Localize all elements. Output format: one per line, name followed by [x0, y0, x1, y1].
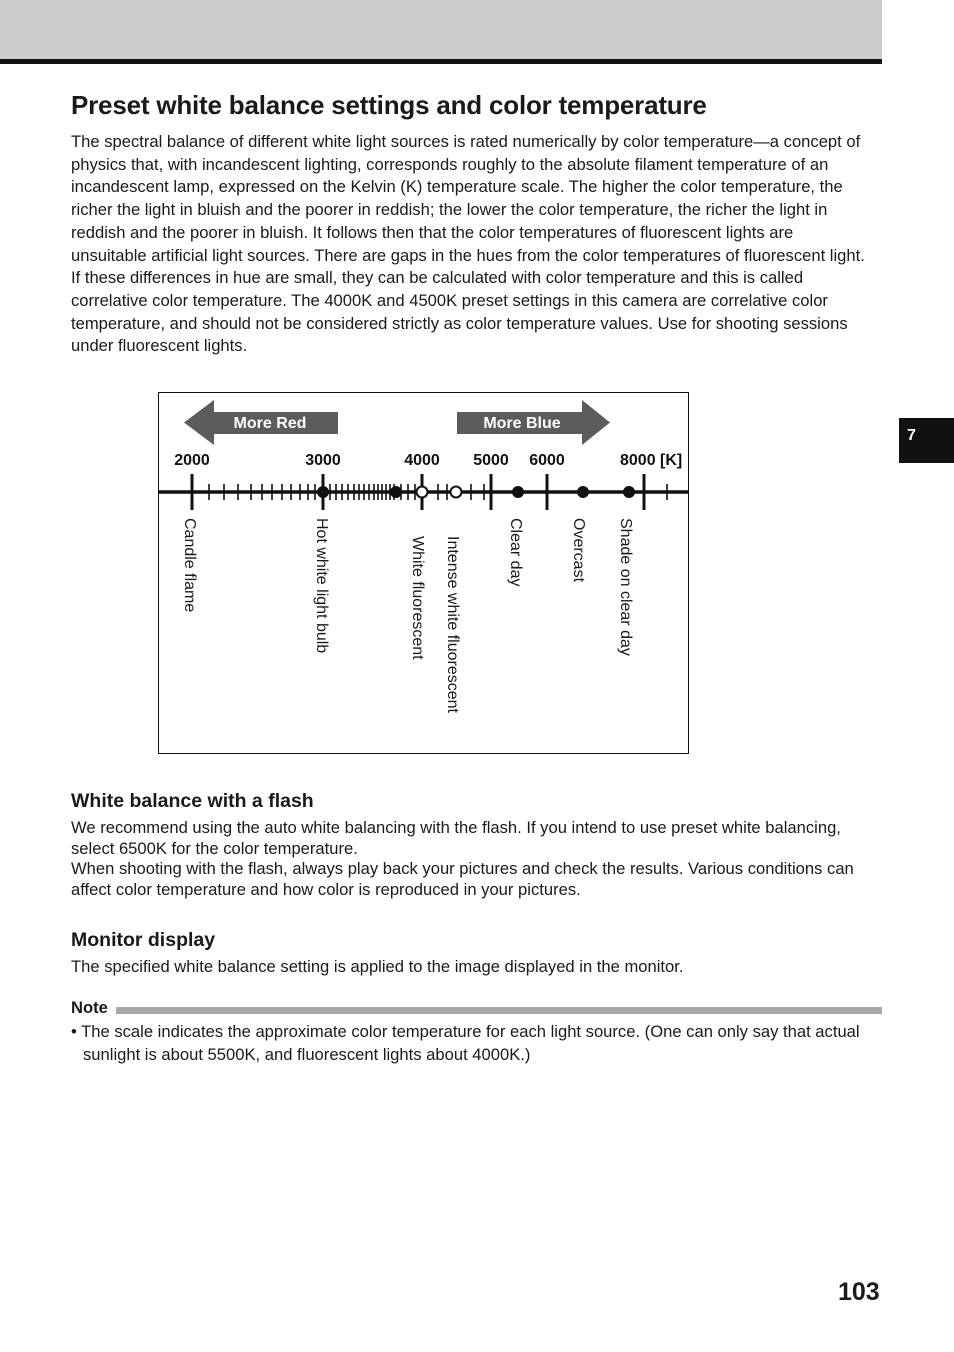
- light-source-clear-day: Clear day: [507, 518, 524, 587]
- marker-fluorescent-dot: [391, 487, 401, 497]
- note-label: Note: [71, 998, 108, 1017]
- header-band: [0, 0, 882, 59]
- note-item: • The scale indicates the approximate color temperature for each light source. (One can only say that actual sunlight is about 5500K, and fluorescent lights about 4000K.): [71, 1022, 860, 1064]
- light-source-shade-on-clear-day: Shade on clear day: [617, 518, 634, 656]
- flash-heading: White balance with a flash: [71, 790, 314, 812]
- light-source-white-fluorescent: White fluorescent: [409, 536, 426, 660]
- marker-hot-white-light-bulb: [318, 487, 328, 497]
- light-source-candle-flame: Candle flame: [181, 518, 198, 613]
- chapter-tab-label: 7: [907, 427, 916, 444]
- monitor-paragraph: The specified white balance setting is applied to the image displayed in the monitor.: [71, 957, 684, 976]
- note-divider: [116, 1007, 882, 1014]
- header-rule: [0, 59, 882, 64]
- marker-overcast: [578, 487, 588, 497]
- scale-label-4000: 4000: [404, 452, 440, 469]
- more-blue-label: More Blue: [483, 415, 561, 432]
- light-source-hot-white-light-bulb: Hot white light bulb: [313, 518, 330, 654]
- marker-white-fluorescent: [417, 487, 428, 498]
- light-source-overcast: Overcast: [570, 518, 587, 583]
- color-temperature-scale: [158, 392, 689, 754]
- marker-shade-on-clear-day: [624, 487, 634, 497]
- color-temperature-scale-figure: [158, 392, 689, 754]
- light-source-intense-white-fluorescent: Intense white fluorescent: [444, 536, 461, 713]
- intro-paragraph: The spectral balance of different white light sources is rated numerically by color temperature—a concept of physics that, with incandescent lighting, corresponds roughly to the absolute filament temperature of an incandescent lamp, expressed on the Kelvin (K) temperature scale. The higher the color temperature, the richer the light in bluish and the poorer in reddish; the lower the color temperature, the richer the light in reddish and the poorer in bluish. It follows then that the color temperatures of fluorescent lights are unsuitable artificial light sources. There are gaps in the hues from the color temperatures of fluorescent light. If these differences in hue are small, they can be calculated with color temperature and this is called correlative color temperature. The 4000K and 4500K preset settings in this camera are correlative color temperature, and should not be considered strictly as color temperature values. Use for shooting sessions under fluorescent lights.: [71, 132, 865, 356]
- chapter-tab: [899, 418, 954, 463]
- scale-label-8000: 8000 [K]: [620, 452, 683, 469]
- page-title: Preset white balance settings and color temperature: [71, 90, 707, 120]
- scale-label-3000: 3000: [305, 452, 341, 469]
- marker-clear-day: [513, 487, 523, 497]
- flash-paragraph-1: We recommend using the auto white balancing with the flash. If you intend to use preset white balancing, select 6500K for the color temperature.: [71, 818, 841, 858]
- more-red-label: More Red: [233, 415, 307, 432]
- scale-label-5000: 5000: [473, 452, 509, 469]
- marker-intense-white-fluorescent: [451, 487, 462, 498]
- scale-label-2000: 2000: [174, 452, 210, 469]
- page-number: 103: [838, 1278, 880, 1306]
- scale-label-6000: 6000: [529, 452, 565, 469]
- flash-paragraph-2: When shooting with the flash, always play back your pictures and check the results. Various conditions can affect color temperature and how color is reproduced in your pictures.: [71, 859, 854, 899]
- monitor-heading: Monitor display: [71, 929, 216, 951]
